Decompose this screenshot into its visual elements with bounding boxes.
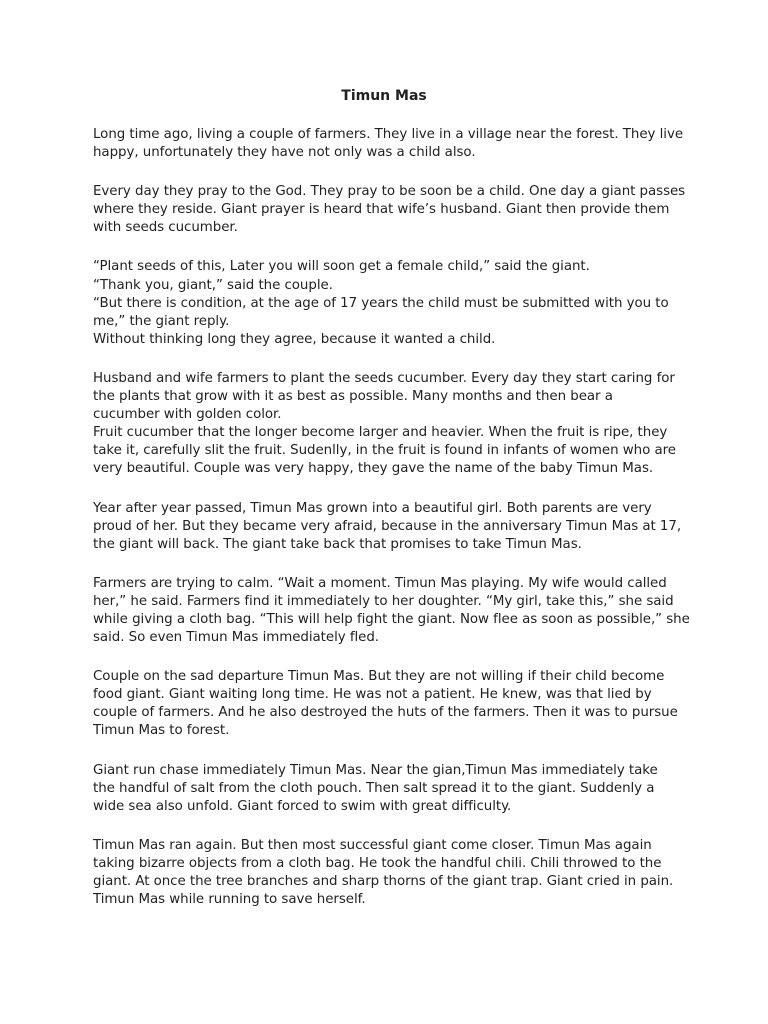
- text-line: Fruit cucumber that the longer become larger and heavier. When the fruit is ripe, they: [93, 425, 668, 441]
- text-line: said. So even Timun Mas immediately fled.: [93, 630, 380, 646]
- text-line: Timun Mas while running to save herself.: [93, 892, 366, 908]
- text-line: her,” he said. Farmers find it immediately to her doughter. “My girl, take this,” she said: [93, 593, 674, 609]
- text-line: Timun Mas ran again. But then most successful giant come closer. Timun Mas again: [93, 837, 652, 853]
- text-line: the handful of salt from the cloth pouch. Then salt spread it to the giant. Suddenly a: [93, 780, 655, 796]
- text-line: taking bizarre objects from a cloth bag. He took the handful chili. Chili throwed to the: [93, 855, 662, 871]
- text-line: Without thinking long they agree, because it wanted a child.: [93, 331, 496, 347]
- text-line: where they reside. Giant prayer is heard that wife’s husband. Giant then provide them: [93, 202, 670, 218]
- text-line: Farmers are trying to calm. “Wait a moment. Timun Mas playing. My wife would called: [93, 575, 667, 591]
- text-line: Husband and wife farmers to plant the seeds cucumber. Every day they start caring for: [93, 370, 675, 386]
- text-line: the plants that grow with it as best as possible. Many months and then bear a: [93, 389, 613, 405]
- paragraph: [93, 258, 675, 348]
- text-line: with seeds cucumber.: [93, 220, 238, 236]
- document-page: [93, 86, 690, 930]
- text-line: proud of her. But they became very afraid, because in the anniversary Timun Mas at 17,: [93, 518, 682, 534]
- text-line: “Thank you, giant,” said the couple.: [93, 277, 333, 293]
- text-line: while giving a cloth bag. “This will help fight the giant. Now flee as soon as possible,” she: [93, 611, 690, 627]
- text-line: Long time ago, living a couple of farmers. They live in a village near the forest. They live: [93, 127, 684, 142]
- text-line: wide sea also unfold. Giant forced to swim with great difficulty.: [93, 798, 512, 814]
- text-line: “But there is condition, at the age of 17 years the child must be submitted with you to: [93, 295, 669, 311]
- text-line: take it, carefully slit the fruit. Sudenlly, in the fruit is found in infants of women who are: [93, 443, 676, 459]
- text-line: very beautiful. Couple was very happy, they gave the name of the baby Timun Mas.: [93, 461, 654, 477]
- text-line: cucumber with golden color.: [93, 407, 282, 423]
- paragraph: [93, 668, 678, 740]
- paragraph: [93, 183, 686, 237]
- text-line: food giant. Giant waiting long time. He was not a patient. He knew, was that lied by: [93, 687, 652, 703]
- paragraph: [93, 762, 675, 816]
- paragraph: [93, 370, 675, 479]
- paragraph: [93, 500, 682, 554]
- text-line: Couple on the sad departure Timun Mas. But they are not willing if their child become: [93, 669, 665, 685]
- text-line: me,” the giant reply.: [93, 313, 230, 329]
- paragraph: [93, 126, 684, 162]
- text-line: couple of farmers. And he also destroyed the huts of the farmers. Then it was to pursue: [93, 705, 678, 721]
- document-body: [93, 126, 690, 909]
- paragraph: [93, 837, 675, 909]
- text-line: Year after year passed, Timun Mas grown into a beautiful girl. Both parents are very: [93, 500, 652, 516]
- text-line: happy, unfortunately they have not only was a child also.: [93, 145, 476, 161]
- text-line: giant. At once the tree branches and sharp thorns of the giant trap. Giant cried in pain.: [93, 874, 674, 889]
- text-line: the giant will back. The giant take back that promises to take Timun Mas.: [93, 536, 582, 552]
- text-line: “Plant seeds of this, Later you will soon get a female child,” said the giant.: [93, 259, 590, 275]
- text-line: Every day they pray to the God. They pray to be soon be a child. One day a giant passes: [93, 184, 686, 200]
- text-line: Timun Mas to forest.: [93, 723, 230, 739]
- text-line: Giant run chase immediately Timun Mas. Near the gian,Timun Mas immediately take: [93, 762, 658, 778]
- document-title: Timun Mas: [341, 88, 427, 104]
- paragraph: [93, 575, 690, 647]
